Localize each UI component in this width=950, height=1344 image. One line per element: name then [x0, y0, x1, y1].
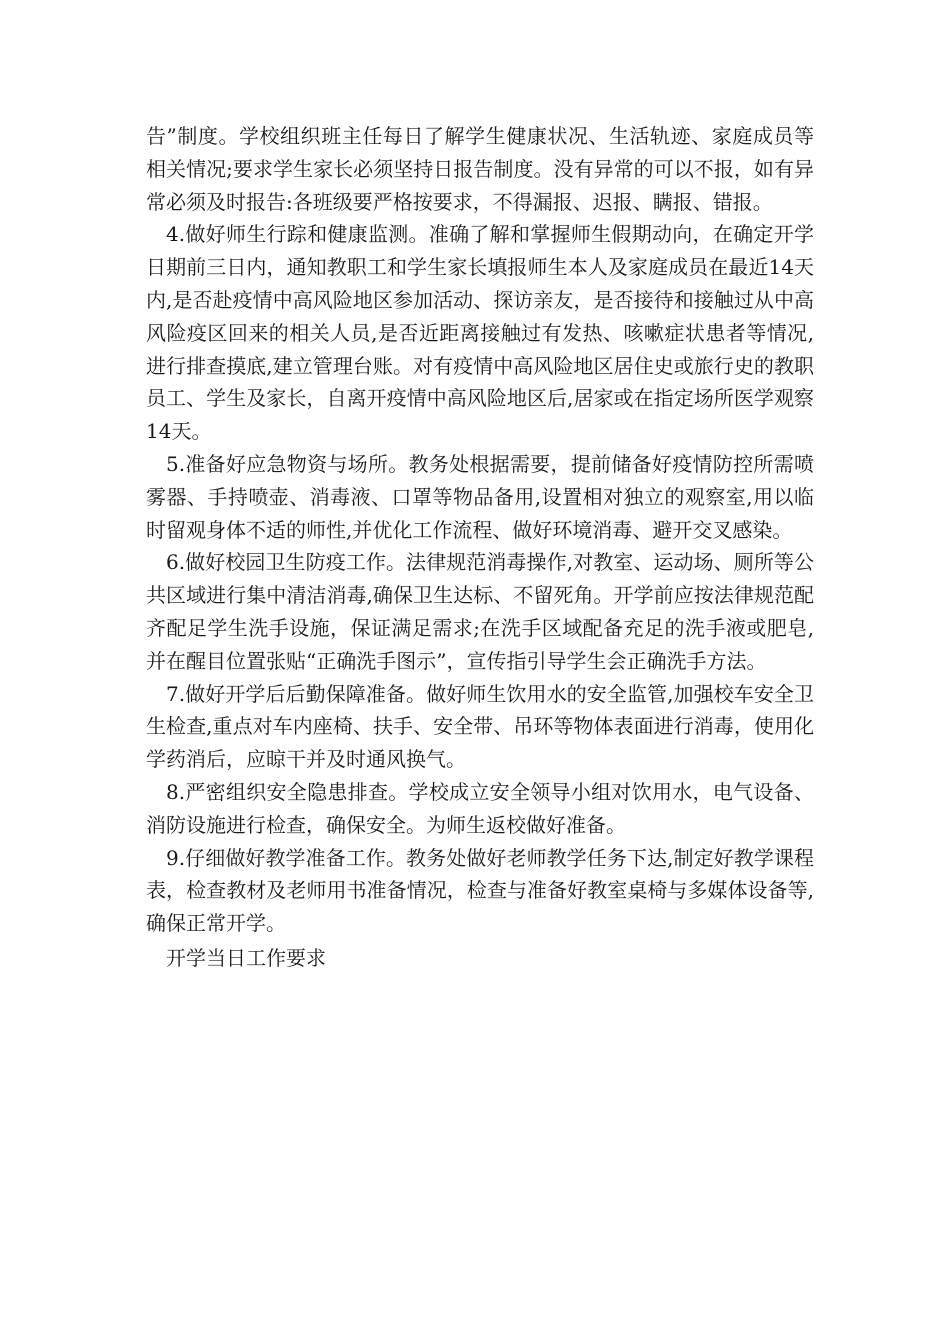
document-body: [146, 120, 814, 975]
paragraph-item-5: 5.准备好应急物资与场所。教务处根据需要，提前储备好疫情防控所需喷雾器、手持喷壶、消毒液、口罩等物品备用,设置相对独立的观察室,用以临时留观身体不适的师性,并优化工作流程、做好环境消毒、避开交叉感染。: [146, 451, 814, 542]
paragraph-item-4: 4.做好师生行踪和健康监测。准确了解和掌握师生假期动向，在确定开学日期前三日内，通知教职工和学生家长填报师生本人及家庭成员在最近14天内,是否赴疫情中高风险地区参加活动、探访亲友，是否接待和接触过从中高风险疫区回来的相关人员,是否近距离接触过有发热、咳嗽症状患者等情况,进行排查摸底,建立管理台账。对有疫情中高风险地区居住史或旅行史的教职员工、学生及家长，自离开疫情中高风险地区后,居家或在指定场所医学观察14天。: [146, 222, 814, 444]
paragraph-item-8: 8.严密组织安全隐患排查。学校成立安全领导小组对饮用水，电气设备、消防设施进行检查，确保安全。为师生返校做好准备。: [146, 779, 814, 837]
paragraph-item-7: 7.做好开学后后勤保障准备。做好师生饮用水的安全监管,加强校车安全卫生检查,重点对车内座椅、扶手、安全带、吊环等物体表面进行消毒，使用化学药消后，应晾干并及时通风换气。: [146, 681, 814, 772]
paragraph-continuation: 告”制度。学校组织班主任每日了解学生健康状况、生活轨迹、家庭成员等相关情况;要求学生家长必须坚持日报告制度。没有异常的可以不报，如有异常必须及时报告:各班级要严格按要求，不得漏报、迟报、瞒报、错报。: [146, 124, 814, 214]
paragraph-item-9: 9.仔细做好教学准备工作。教务处做好老师教学任务下达,制定好教学课程表，检查教材及老师用书准备情况，检查与准备好教室桌椅与多媒体设备等,确保正常开学。: [146, 845, 814, 936]
paragraph-item-6: 6.做好校园卫生防疫工作。法律规范消毒操作,对教室、运动场、厕所等公共区域进行集中清洁消毒,确保卫生达标、不留死角。开学前应按法律规范配齐配足学生洗手设施，保证满足需求;在洗手区域配备充足的洗手液或肥皂,并在醒目位置张贴“正确洗手图示”，宣传指引导学生会正确洗手方法。: [146, 550, 814, 673]
section-heading: 开学当日工作要求: [166, 945, 326, 970]
